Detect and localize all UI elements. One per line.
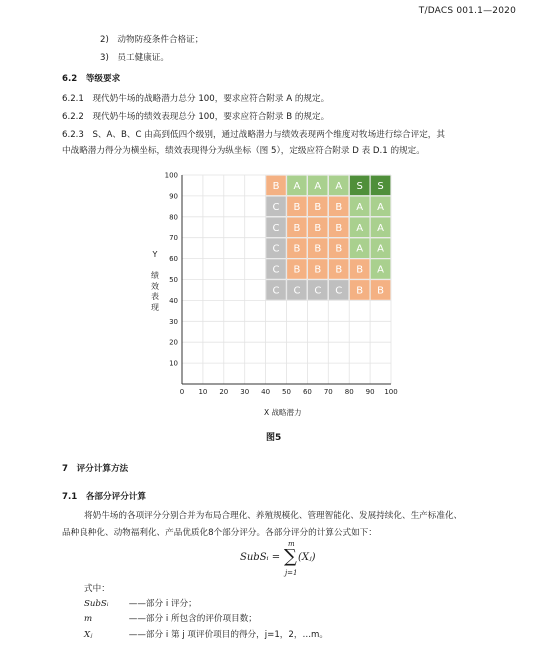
grade-label: C (272, 264, 280, 276)
section-7-1-para-line1: 将奶牛场的各项评分分别合并为布局合理化、养殖规模化、管理智能化、发展持续化、生产标准化、 (84, 511, 463, 521)
grade-label: A (356, 243, 364, 255)
y-axis-label-char: 现 (151, 302, 159, 312)
definition-row (84, 597, 197, 609)
grade-label: C (272, 222, 280, 234)
y-tick-label: 50 (169, 276, 178, 284)
y-tick-label: 90 (169, 192, 178, 201)
grade-label: B (377, 285, 384, 297)
x-tick-label: 70 (323, 388, 333, 396)
grade-label: B (293, 201, 301, 213)
definition-desc: ——部分 i 所包含的评价项目数； (128, 614, 257, 624)
definition-desc: ——部分 i 第 j 项评价项目的得分，j=1，2，…m。 (128, 630, 329, 640)
section-7-1-title: 7.1 各部分评分计算 (62, 492, 146, 502)
formula-sum-bottom: j=1 (285, 569, 298, 577)
grade-label: B (335, 264, 343, 276)
grade-label: B (356, 264, 364, 276)
clause-6-2-2: 6.2.2 现代奶牛场的绩效表现总分 100，要求应符合附录 B 的规定。 (62, 112, 330, 122)
y-tick-label: 30 (169, 317, 178, 326)
y-axis-label-char: 绩 (151, 271, 159, 280)
formula-lhs: SubSᵢ = (240, 552, 281, 563)
y-tick-label: 20 (169, 338, 178, 347)
grade-label: A (356, 201, 364, 213)
grade-label: A (335, 180, 343, 192)
x-tick-label: 60 (302, 388, 312, 396)
grade-label: B (335, 222, 343, 234)
definitions-intro: 式中： (84, 584, 110, 594)
grade-label: C (335, 285, 343, 297)
y-axis-label-char: 表 (151, 292, 159, 301)
y-tick-label: 40 (169, 296, 178, 305)
y-tick-label: 80 (169, 213, 178, 222)
y-axis-label-vertical (150, 250, 160, 313)
x-axis-label: X 战略潜力 (264, 408, 302, 417)
y-axis-label-char (150, 261, 160, 272)
y-axis-label (150, 250, 160, 313)
x-tick-label: 0 (179, 388, 185, 396)
formula-sum-symbol: ∑ (284, 546, 297, 567)
grade-label: A (377, 243, 384, 255)
grade-label: A (293, 180, 301, 192)
grade-label: C (272, 285, 280, 297)
grade-label: C (314, 285, 322, 297)
grade-label: S (356, 180, 363, 192)
grade-label: B (293, 264, 301, 276)
grade-label: C (272, 201, 280, 213)
x-tick-label: 100 (384, 388, 398, 396)
grade-label: A (377, 222, 384, 234)
y-axis-label-char: Y (152, 250, 158, 259)
definition-row (84, 612, 257, 624)
grade-label: S (377, 180, 384, 192)
section-7-1-para-line2: 品种良种化、动物福利化、产品优质化8个部分评分。各部分评分的计算公式如下： (62, 528, 377, 538)
definition-desc: ——部分 i 评分； (128, 599, 197, 609)
x-tick-label: 90 (365, 388, 375, 396)
definition-row (84, 628, 328, 640)
grade-label: B (356, 285, 364, 297)
x-tick-label: 80 (344, 388, 354, 396)
definition-symbol: m (84, 614, 93, 624)
y-axis-label-char: 效 (151, 281, 159, 291)
section-7-title: 7 评分计算方法 (62, 464, 129, 474)
section-6-2-title: 6.2 等级要求 (62, 74, 121, 84)
clause-6-2-1: 6.2.1 现代奶牛场的战略潜力总分 100，要求应符合附录 A 的规定。 (62, 94, 330, 104)
y-tick-label: 70 (169, 234, 178, 243)
grade-label: B (314, 201, 322, 213)
y-tick-label: 10 (169, 359, 178, 368)
document-code: T/DACS 001.1—2020 (418, 6, 516, 16)
grade-label: A (377, 264, 384, 276)
formula-sum-top: m (288, 540, 295, 548)
x-tick-label: 20 (219, 388, 229, 396)
grade-label: B (293, 243, 301, 255)
x-tick-label: 30 (240, 388, 250, 396)
clause-6-2-3-line1: 6.2.3 S、A、B、C 由高到低四个级别，通过战略潜力与绩效表现两个维度对牧场进行综合评定，其 (62, 130, 445, 140)
list-item-3: 3) 员工健康证。 (100, 53, 169, 63)
grade-label: B (314, 264, 322, 276)
grade-label: B (293, 222, 301, 234)
definition-symbol: SubSᵢ (84, 599, 109, 609)
grade-label: B (314, 243, 322, 255)
grade-heatmap-chart (150, 163, 410, 423)
definition-symbol: Xⱼ (84, 630, 93, 640)
grade-label: B (314, 222, 322, 234)
x-tick-label: 50 (282, 388, 291, 396)
grade-label: B (335, 243, 343, 255)
grade-label: A (314, 180, 322, 192)
grade-label: A (356, 222, 364, 234)
x-tick-label: 40 (261, 388, 271, 396)
y-tick-label: 60 (169, 255, 178, 264)
clause-6-2-3-line2: 中战略潜力得分为横坐标，绩效表现得分为纵坐标（图 5），定级应符合附录 D 表 D.1 的规定。 (62, 146, 425, 156)
grade-label: C (293, 285, 301, 297)
grade-label: B (272, 180, 280, 192)
grade-label: C (272, 243, 280, 255)
figure-caption: 图5 (266, 433, 282, 443)
grade-label: B (335, 201, 343, 213)
list-item-2: 2) 动物防疫条件合格证； (100, 35, 204, 45)
formula-rhs: (Xⱼ) (298, 552, 316, 563)
y-tick-label: 100 (164, 171, 178, 180)
x-tick-label: 10 (198, 388, 208, 396)
grade-label: A (377, 201, 384, 213)
